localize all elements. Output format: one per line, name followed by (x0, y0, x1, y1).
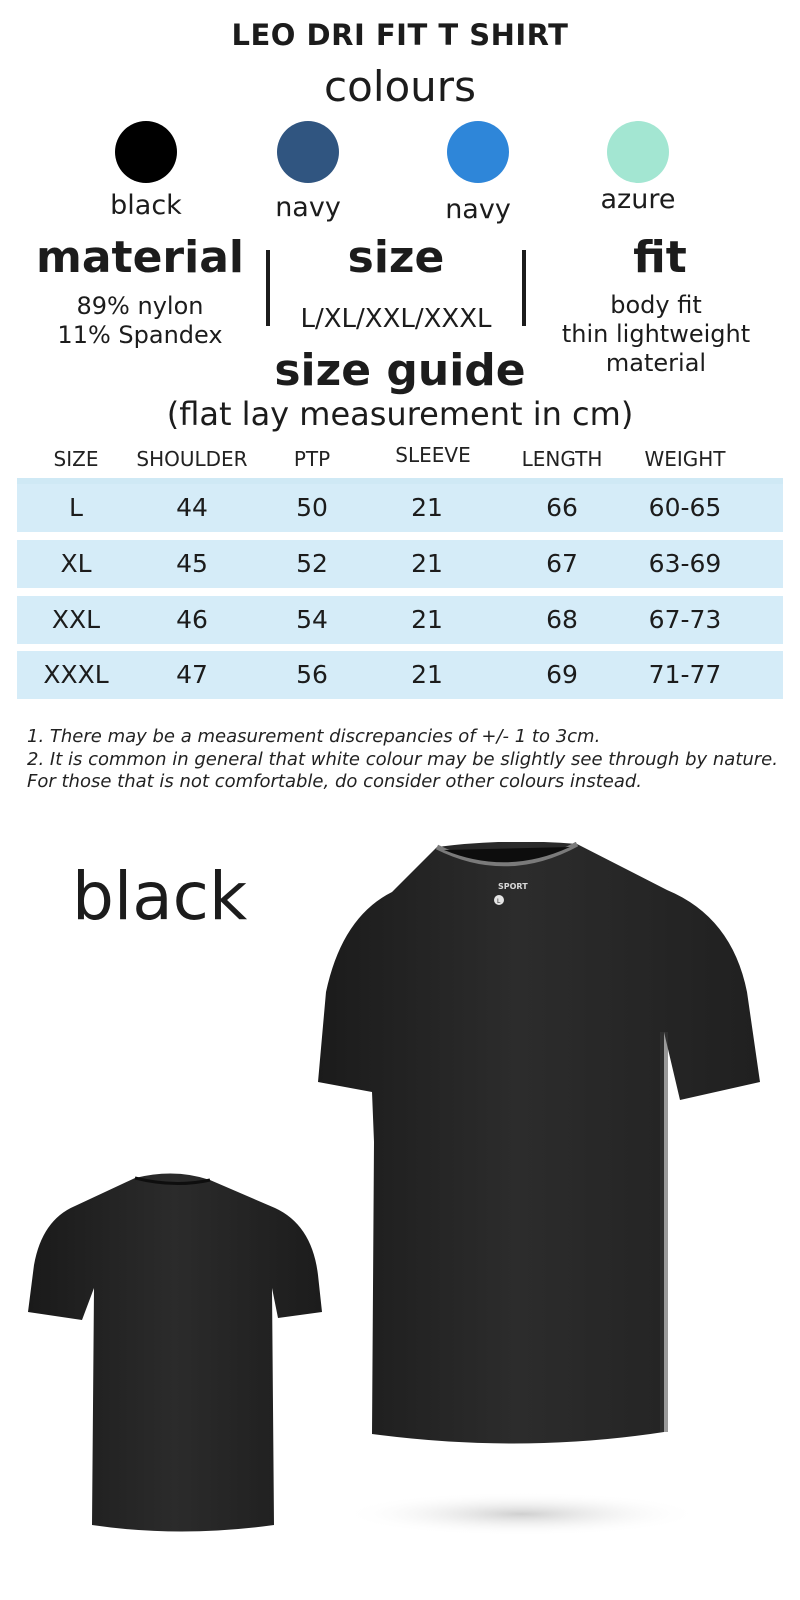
table-cell-weight: 60-65 (648, 493, 722, 522)
column-header-size: SIZE (53, 447, 99, 471)
colour-label-navy: navy (275, 192, 341, 223)
table-cell-size: L (69, 493, 83, 522)
size-guide-heading: size guide (274, 345, 526, 396)
size-value: L/XL/XXL/XXXL (300, 304, 492, 334)
tshirt-front-image (312, 842, 772, 1562)
note-white-colour: 2. It is common in general that white colour may be slightly see through by nature. For those that is not comfortable, do consider other colours instead. (27, 749, 778, 792)
fit-line-1: body fit (610, 291, 702, 319)
note-measurement: 1. There may be a measurement discrepancies of +/- 1 to 3cm. (27, 726, 601, 747)
table-cell-sleeve: 21 (411, 549, 443, 578)
table-cell-ptp: 54 (296, 605, 328, 634)
spec-divider-right (522, 250, 526, 326)
table-cell-weight: 67-73 (648, 605, 722, 634)
tag-brand: SPORT (498, 882, 528, 891)
table-cell-ptp: 50 (296, 493, 328, 522)
fit-heading: fit (633, 232, 687, 283)
table-cell-length: 68 (546, 605, 578, 634)
colour-swatch-azure[interactable] (607, 121, 669, 183)
column-header-length: LENGTH (521, 447, 603, 471)
table-cell-ptp: 56 (296, 660, 328, 689)
table-cell-shoulder: 45 (176, 549, 208, 578)
colour-label-black: black (110, 190, 182, 221)
table-cell-size: XL (60, 549, 92, 578)
column-header-ptp: PTP (293, 447, 331, 471)
table-cell-length: 66 (546, 493, 578, 522)
table-cell-weight: 63-69 (648, 549, 722, 578)
colour-swatch-black[interactable] (115, 121, 177, 183)
size-guide-subheading: (flat lay measurement in cm) (166, 395, 634, 433)
column-header-weight: WEIGHT (644, 447, 726, 471)
column-header-sleeve: SLEEVE (395, 443, 471, 467)
table-cell-shoulder: 44 (176, 493, 208, 522)
table-cell-ptp: 52 (296, 549, 328, 578)
table-cell-sleeve: 21 (411, 493, 443, 522)
tshirt-back-image (20, 1170, 330, 1540)
size-heading: size (347, 232, 445, 283)
colour-swatch-blue[interactable] (447, 121, 509, 183)
colour-label-azure: azure (600, 184, 676, 215)
table-cell-length: 67 (546, 549, 578, 578)
colour-photo-label: black (72, 858, 248, 935)
fit-line-2: thin lightweight (561, 320, 751, 348)
table-cell-size: XXXL (43, 660, 109, 689)
material-line-2: 11% Spandex (57, 321, 223, 349)
colour-label-blue: navy (445, 194, 511, 225)
table-cell-sleeve: 21 (411, 660, 443, 689)
table-cell-size: XXL (51, 605, 101, 634)
material-line-1: 89% nylon (76, 292, 204, 320)
table-cell-weight: 71-77 (648, 660, 722, 689)
spec-divider-left (266, 250, 270, 326)
table-cell-length: 69 (546, 660, 578, 689)
column-header-shoulder: SHOULDER (136, 447, 248, 471)
table-cell-shoulder: 47 (176, 660, 208, 689)
product-title: LEO DRI FIT T SHIRT (231, 18, 569, 52)
fit-line-3: material (605, 349, 707, 377)
colour-swatch-navy[interactable] (277, 121, 339, 183)
tag-size: L (497, 898, 501, 905)
table-cell-sleeve: 21 (411, 605, 443, 634)
material-heading: material (36, 232, 244, 283)
table-cell-shoulder: 46 (176, 605, 208, 634)
colours-heading: colours (324, 62, 476, 111)
